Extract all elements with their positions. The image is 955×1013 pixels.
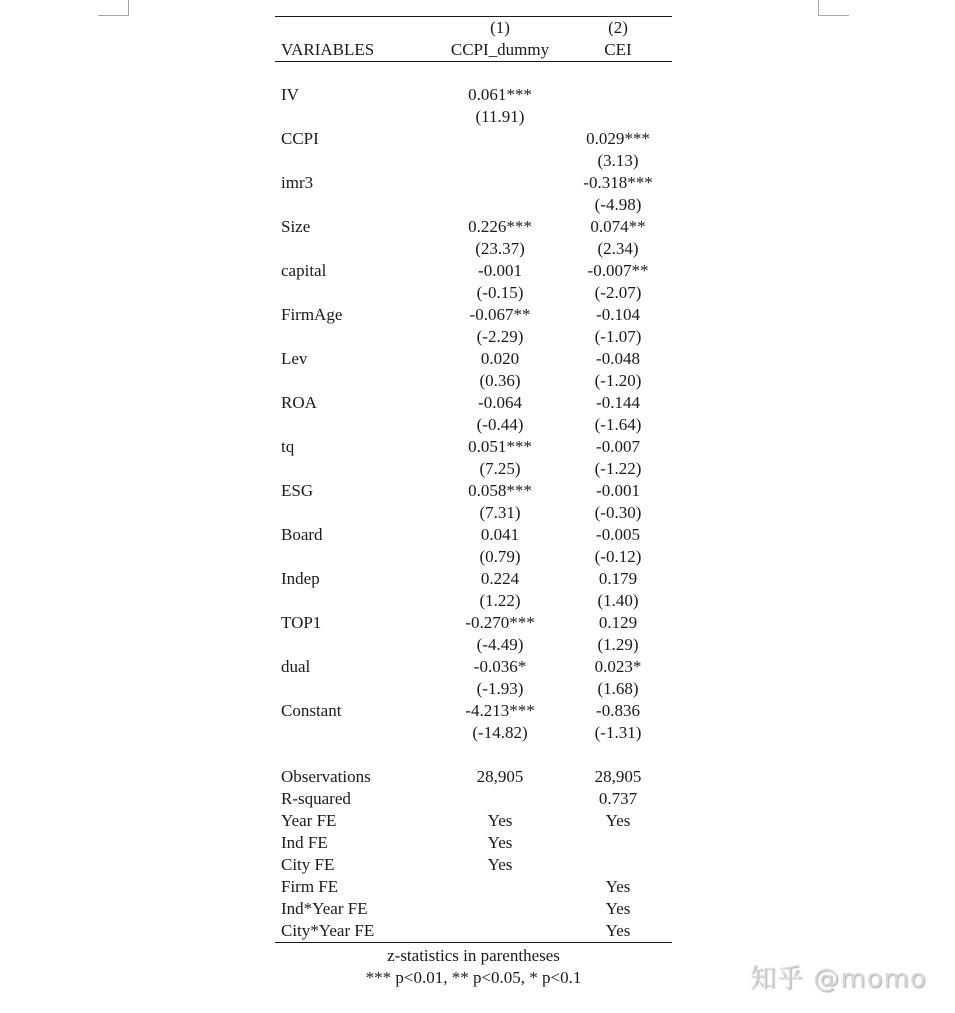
coefficient-row <box>275 480 672 502</box>
cell-cei: 28,905 <box>594 767 642 786</box>
cell-cei: -0.007 <box>596 437 640 456</box>
z-statistic-row <box>275 150 672 172</box>
cell-cei <box>564 84 672 106</box>
column-header-ccpi-dummy: CCPI_dummy <box>436 39 564 62</box>
row-label <box>275 546 436 568</box>
cell-ccpi-dummy: -0.067** <box>469 305 531 324</box>
stats-row <box>275 898 672 920</box>
row-label <box>275 194 436 216</box>
row-label: R-squared <box>281 789 351 808</box>
cell-cei <box>564 854 672 876</box>
cell-cei: (-0.12) <box>594 547 642 566</box>
cell-ccpi-dummy: (1.22) <box>479 591 521 610</box>
regression-table <box>275 16 672 943</box>
row-label <box>275 370 436 392</box>
cell-cei: 0.074** <box>590 217 646 236</box>
stats-row <box>275 832 672 854</box>
cell-ccpi-dummy: (7.31) <box>479 503 521 522</box>
row-label: IV <box>281 85 299 104</box>
coefficient-row <box>275 700 672 722</box>
cell-ccpi-dummy: (-4.49) <box>476 635 524 654</box>
coefficient-row <box>275 436 672 458</box>
stats-row <box>275 920 672 943</box>
row-label <box>275 458 436 480</box>
cell-ccpi-dummy: -0.064 <box>478 393 522 412</box>
cell-cei: -0.048 <box>596 349 640 368</box>
cell-ccpi-dummy: (-1.93) <box>476 679 524 698</box>
cell-ccpi-dummy: (7.25) <box>479 459 521 478</box>
row-label <box>275 282 436 304</box>
coefficient-row <box>275 84 672 106</box>
cell-ccpi-dummy: (23.37) <box>475 239 525 258</box>
z-statistic-row <box>275 502 672 524</box>
cell-ccpi-dummy: 0.041 <box>480 525 520 544</box>
row-label <box>275 678 436 700</box>
cell-cei <box>564 106 672 128</box>
cell-ccpi-dummy <box>436 898 564 920</box>
cell-cei: (2.34) <box>597 239 639 258</box>
row-label: TOP1 <box>281 613 322 632</box>
cell-ccpi-dummy: (0.36) <box>479 371 521 390</box>
cell-cei: Yes <box>605 811 631 830</box>
z-statistic-row <box>275 326 672 348</box>
cell-cei: (1.40) <box>597 591 639 610</box>
coefficient-row <box>275 172 672 194</box>
row-label: Constant <box>281 701 342 720</box>
row-label <box>275 590 436 612</box>
cell-cei: -0.005 <box>596 525 640 544</box>
note-significance-levels: *** p<0.01, ** p<0.05, * p<0.1 <box>365 968 582 987</box>
spacer-cell <box>436 62 564 85</box>
row-label <box>275 106 436 128</box>
row-label <box>275 150 436 172</box>
zhihu-watermark: 知乎 @momo <box>750 964 927 994</box>
cell-ccpi-dummy <box>436 920 564 943</box>
cell-cei: (-2.07) <box>594 283 642 302</box>
row-label <box>275 326 436 348</box>
coefficient-row <box>275 348 672 370</box>
stats-row <box>275 876 672 898</box>
cell-cei: Yes <box>605 877 631 896</box>
cell-ccpi-dummy <box>436 876 564 898</box>
cell-cei: 0.179 <box>598 569 638 588</box>
note-z-statistics: z-statistics in parentheses <box>387 946 560 965</box>
cell-ccpi-dummy: Yes <box>487 833 513 852</box>
row-label: Firm FE <box>281 877 339 896</box>
cell-cei: (1.29) <box>597 635 639 654</box>
row-label <box>275 744 436 766</box>
cell-ccpi-dummy: (-14.82) <box>472 723 528 742</box>
cell-ccpi-dummy: (11.91) <box>475 107 525 126</box>
row-label: Lev <box>281 349 308 368</box>
cell-ccpi-dummy: (-0.15) <box>476 283 524 302</box>
row-label: imr3 <box>281 173 314 192</box>
z-statistic-row <box>275 546 672 568</box>
z-statistic-row <box>275 106 672 128</box>
row-label: ESG <box>281 481 314 500</box>
z-statistic-row <box>275 634 672 656</box>
cell-cei: 0.023* <box>594 657 642 676</box>
z-statistic-row <box>275 722 672 744</box>
row-label: ROA <box>281 393 317 412</box>
cell-cei: (3.13) <box>597 151 639 170</box>
z-statistic-row <box>275 590 672 612</box>
cell-cei: -0.318*** <box>583 173 653 192</box>
cell-cei: (-1.07) <box>594 327 642 346</box>
row-label: Observations <box>281 767 371 786</box>
cell-cei: 0.737 <box>598 789 638 808</box>
cell-ccpi-dummy: -0.036* <box>473 657 527 676</box>
row-label: Ind*Year FE <box>281 899 368 918</box>
cell-cei: 0.029*** <box>586 129 650 148</box>
cell-ccpi-dummy: 0.226*** <box>468 217 532 236</box>
page-corner-mark-left <box>98 0 129 16</box>
cell-ccpi-dummy: -0.270*** <box>465 613 535 632</box>
cell-ccpi-dummy <box>436 150 564 172</box>
cell-ccpi-dummy <box>436 788 564 810</box>
z-statistic-row <box>275 678 672 700</box>
coefficient-row <box>275 612 672 634</box>
z-statistic-row <box>275 238 672 260</box>
cell-cei <box>564 832 672 854</box>
row-label <box>275 414 436 436</box>
row-label: tq <box>281 437 295 456</box>
cell-ccpi-dummy <box>436 744 564 766</box>
cell-cei: (-0.30) <box>594 503 642 522</box>
row-label: FirmAge <box>281 305 343 324</box>
cell-ccpi-dummy: 0.224 <box>480 569 520 588</box>
cell-cei: -0.836 <box>596 701 640 720</box>
cell-cei: (-1.64) <box>594 415 642 434</box>
coefficient-row <box>275 656 672 678</box>
column-number-row <box>275 17 672 40</box>
cell-cei: -0.007** <box>587 261 649 280</box>
cell-cei: -0.144 <box>596 393 640 412</box>
cell-ccpi-dummy: (0.79) <box>479 547 521 566</box>
cell-cei: -0.104 <box>596 305 640 324</box>
header-blank <box>275 17 436 40</box>
cell-cei: 0.129 <box>598 613 638 632</box>
spacer-row <box>275 62 672 85</box>
z-statistic-row <box>275 414 672 436</box>
variables-header: VARIABLES <box>275 39 436 62</box>
cell-ccpi-dummy: Yes <box>487 811 513 830</box>
stats-row <box>275 766 672 788</box>
row-label: City*Year FE <box>275 920 436 943</box>
row-label <box>275 502 436 524</box>
column-number-2: (2) <box>564 17 672 40</box>
cell-cei: (-1.22) <box>594 459 642 478</box>
coefficient-row <box>275 216 672 238</box>
cell-cei: (-1.20) <box>594 371 642 390</box>
cell-ccpi-dummy <box>436 172 564 194</box>
spacer-cell <box>275 62 436 85</box>
cell-ccpi-dummy: -4.213*** <box>465 701 535 720</box>
stats-row <box>275 788 672 810</box>
z-statistic-row <box>275 194 672 216</box>
row-label: City FE <box>281 855 335 874</box>
row-label: capital <box>281 261 327 280</box>
cell-ccpi-dummy: 28,905 <box>476 767 524 786</box>
row-label <box>275 722 436 744</box>
spacer-row <box>275 744 672 766</box>
cell-ccpi-dummy <box>436 194 564 216</box>
coefficient-row <box>275 260 672 282</box>
cell-ccpi-dummy: (-0.44) <box>476 415 524 434</box>
cell-cei <box>564 744 672 766</box>
cell-cei: (-4.98) <box>594 195 642 214</box>
z-statistic-row <box>275 370 672 392</box>
stats-row <box>275 854 672 876</box>
coefficient-row <box>275 568 672 590</box>
row-label: Ind FE <box>281 833 328 852</box>
row-label: Board <box>281 525 323 544</box>
cell-ccpi-dummy <box>436 128 564 150</box>
cell-cei: (1.68) <box>597 679 639 698</box>
coefficient-row <box>275 304 672 326</box>
cell-cei: -0.001 <box>596 481 640 500</box>
table-notes <box>275 945 672 989</box>
cell-cei: Yes <box>564 920 672 943</box>
z-statistic-row <box>275 282 672 304</box>
cell-ccpi-dummy: 0.051*** <box>468 437 532 456</box>
column-number-1: (1) <box>436 17 564 40</box>
cell-ccpi-dummy: 0.020 <box>480 349 520 368</box>
header-row <box>275 39 672 62</box>
column-header-cei: CEI <box>564 39 672 62</box>
cell-ccpi-dummy: (-2.29) <box>476 327 524 346</box>
cell-cei: (-1.31) <box>594 723 642 742</box>
row-label: Year FE <box>281 811 337 830</box>
stats-row <box>275 810 672 832</box>
cell-ccpi-dummy: Yes <box>487 855 513 874</box>
row-label: dual <box>281 657 311 676</box>
z-statistic-row <box>275 458 672 480</box>
cell-cei: Yes <box>605 899 631 918</box>
row-label: CCPI <box>281 129 319 148</box>
coefficient-row <box>275 128 672 150</box>
row-label <box>275 238 436 260</box>
regression-table-container <box>275 16 672 989</box>
cell-ccpi-dummy: -0.001 <box>478 261 522 280</box>
row-label: Size <box>281 217 311 236</box>
cell-ccpi-dummy: 0.061*** <box>468 85 532 104</box>
coefficient-row <box>275 392 672 414</box>
cell-ccpi-dummy: 0.058*** <box>468 481 532 500</box>
page-corner-mark-right <box>818 0 849 16</box>
row-label <box>275 634 436 656</box>
row-label: Indep <box>281 569 320 588</box>
spacer-cell <box>564 62 672 85</box>
coefficient-row <box>275 524 672 546</box>
